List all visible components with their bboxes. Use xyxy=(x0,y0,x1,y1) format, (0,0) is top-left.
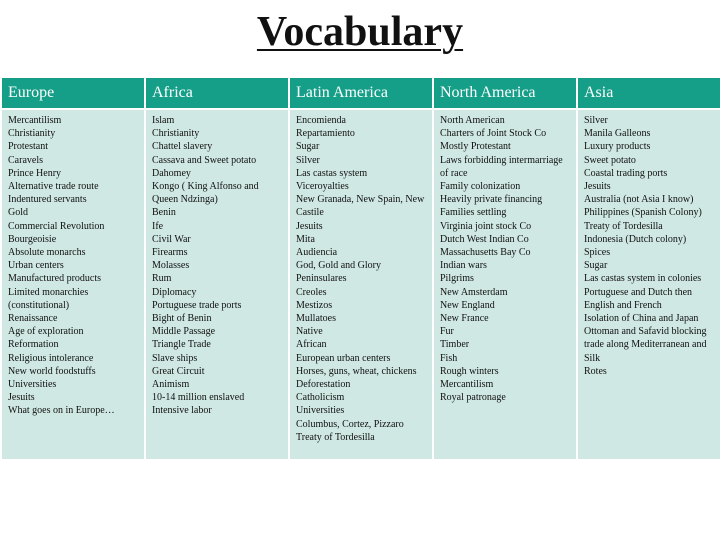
vocab-term: Australia (not Asia I know) xyxy=(584,194,694,206)
vocab-term: Commercial Revolution xyxy=(8,220,105,232)
vocab-term: Isolation of China and Japan xyxy=(584,313,699,325)
column-header-latin-america: Latin America xyxy=(290,78,432,108)
vocab-term: Las castas system xyxy=(296,167,368,179)
vocab-term: Fur xyxy=(440,326,454,338)
vocab-term: Slave ships xyxy=(152,352,198,364)
vocab-term: Christianity xyxy=(152,128,200,140)
vocab-term: African xyxy=(296,339,327,351)
vocab-term: New France xyxy=(440,313,489,325)
vocab-term: Bight of Benin xyxy=(152,313,212,325)
vocab-term: Sugar xyxy=(296,141,320,153)
vocab-term: New world foodstuffs xyxy=(8,365,96,377)
vocab-term: Native xyxy=(296,326,323,338)
vocab-term: Catholicism xyxy=(296,392,345,404)
vocab-term: Silver xyxy=(584,115,608,126)
vocab-term: Mullatoes xyxy=(296,313,336,325)
vocab-term: Mostly Protestant xyxy=(440,141,511,153)
vocab-term: Manufactured products xyxy=(8,273,102,285)
europe-terms xyxy=(2,110,144,459)
vocab-term: Kongo ( King Alfonso and Queen Ndzinga) xyxy=(152,181,259,206)
vocab-term: Charters of Joint Stock Co xyxy=(440,128,547,140)
vocab-term: God, Gold and Glory xyxy=(296,260,381,272)
vocab-term: Sweet potato xyxy=(584,154,636,166)
vocab-term: Fish xyxy=(440,352,458,364)
header-row xyxy=(2,78,720,108)
vocab-term: Universities xyxy=(8,379,57,391)
vocab-term: Portuguese and Dutch then English and French xyxy=(584,286,693,311)
vocab-term: Indian wars xyxy=(440,260,487,272)
vocab-term: Royal patronage xyxy=(440,392,506,404)
vocab-term: New Granada, New Spain, New Castile xyxy=(296,194,425,219)
vocab-term: Audiencia xyxy=(296,247,338,259)
vocab-term: Caravels xyxy=(8,154,43,166)
terms-row xyxy=(2,110,720,459)
vocab-term: Jesuits xyxy=(296,220,323,232)
column-header-asia: Asia xyxy=(578,78,720,108)
vocab-term: Rough winters xyxy=(440,365,499,377)
vocab-term: Civil War xyxy=(152,233,191,245)
vocab-term: Religious intolerance xyxy=(8,352,94,364)
vocab-term: Treaty of Tordesilla xyxy=(584,220,663,232)
vocab-term: Renaissance xyxy=(8,313,58,325)
vocab-term: Middle Passage xyxy=(152,326,216,338)
vocab-term: Virginia joint stock Co xyxy=(440,220,532,232)
vocab-term: Islam xyxy=(152,115,175,126)
vocab-term: Intensive labor xyxy=(152,405,212,417)
vocab-term: Cassava and Sweet potato xyxy=(152,154,257,166)
vocab-term: Pilgrims xyxy=(440,273,474,285)
vocab-term: Manila Galleons xyxy=(584,128,651,140)
vocab-term: What goes on in Europe… xyxy=(8,405,115,417)
vocabulary-table xyxy=(0,76,720,461)
vocab-term: Ottoman and Safavid blocking trade along Mediterranean and Silk xyxy=(584,326,707,364)
vocab-term: New Amsterdam xyxy=(440,286,508,298)
page-title: Vocabulary xyxy=(256,9,464,55)
vocab-term: Jesuits xyxy=(584,181,611,193)
column-header-africa: Africa xyxy=(146,78,288,108)
vocab-term: Las castas system in colonies xyxy=(584,273,702,285)
north-america-terms xyxy=(434,110,576,459)
africa-terms xyxy=(146,110,288,459)
vocab-term: Prince Henry xyxy=(8,167,62,179)
vocab-term: Bourgeoisie xyxy=(8,233,57,245)
vocab-term: Firearms xyxy=(152,247,188,259)
vocab-term: Columbus, Cortez, Pizzaro xyxy=(296,418,404,430)
vocab-term: Limited monarchies (constitutional) xyxy=(8,286,89,311)
vocab-term: Rum xyxy=(152,273,172,285)
vocab-term: North American xyxy=(440,115,505,126)
vocab-term: Horses, guns, wheat, chickens xyxy=(296,365,417,377)
vocab-term: Protestant xyxy=(8,141,48,153)
asia-terms xyxy=(578,110,720,459)
vocab-term: Dutch West Indian Co xyxy=(440,233,529,245)
vocab-term: Sugar xyxy=(584,260,608,272)
vocab-term: 10-14 million enslaved xyxy=(152,392,245,404)
vocab-term: Jesuits xyxy=(8,392,35,404)
vocab-term: Timber xyxy=(440,339,470,351)
vocab-term: Silver xyxy=(296,154,320,166)
vocab-term: Mita xyxy=(296,233,315,245)
vocab-term: Triangle Trade xyxy=(152,339,211,351)
column-header-north-america: North America xyxy=(434,78,576,108)
vocab-term: Urban centers xyxy=(8,260,64,272)
vocab-term: Molasses xyxy=(152,260,190,272)
vocab-term: Indonesia (Dutch colony) xyxy=(584,233,687,245)
vocab-term: Diplomacy xyxy=(152,286,197,298)
vocab-term: Absolute monarchs xyxy=(8,247,86,259)
vocab-term: Deforestation xyxy=(296,379,351,391)
vocab-term: Great Circuit xyxy=(152,365,205,377)
vocab-term: Rotes xyxy=(584,365,607,377)
vocab-term: Families settling xyxy=(440,207,507,219)
vocab-term: Encomienda xyxy=(296,115,346,126)
vocab-term: Philippines (Spanish Colony) xyxy=(584,207,702,219)
latin-america-terms xyxy=(290,110,432,459)
vocab-term: New England xyxy=(440,299,495,311)
vocab-term: European urban centers xyxy=(296,352,391,364)
vocab-term: Massachusetts Bay Co xyxy=(440,247,531,259)
vocab-term: Benin xyxy=(152,207,176,219)
vocab-term: Viceroyalties xyxy=(296,181,349,193)
vocab-term: Animism xyxy=(152,379,190,391)
vocab-term: Gold xyxy=(8,207,28,219)
vocab-term: Luxury products xyxy=(584,141,651,153)
vocab-term: Chattel slavery xyxy=(152,141,213,153)
vocab-term: Laws forbidding intermarriage of race xyxy=(440,154,563,179)
vocab-term: Age of exploration xyxy=(8,326,84,338)
vocab-term: Spices xyxy=(584,247,611,259)
vocab-term: Peninsulares xyxy=(296,273,347,285)
vocab-term: Heavily private financing xyxy=(440,194,543,206)
vocab-term: Creoles xyxy=(296,286,327,298)
vocab-term: Mercantilism xyxy=(440,379,494,391)
vocab-term: Mercantilism xyxy=(8,115,62,126)
column-header-europe: Europe xyxy=(2,78,144,108)
vocab-term: Portuguese trade ports xyxy=(152,299,242,311)
vocab-term: Coastal trading ports xyxy=(584,167,668,179)
vocab-term: Mestizos xyxy=(296,299,333,311)
vocab-term: Christianity xyxy=(8,128,56,140)
vocab-term: Universities xyxy=(296,405,345,417)
vocab-term: Reformation xyxy=(8,339,59,351)
vocab-term: Dahomey xyxy=(152,167,191,179)
vocab-term: Indentured servants xyxy=(8,194,87,206)
vocab-term: Alternative trade route xyxy=(8,181,99,193)
vocab-term: Treaty of Tordesilla xyxy=(296,431,375,443)
vocab-term: Repartamiento xyxy=(296,128,355,140)
vocab-term: Family colonization xyxy=(440,181,521,193)
vocab-term: Ife xyxy=(152,220,164,232)
